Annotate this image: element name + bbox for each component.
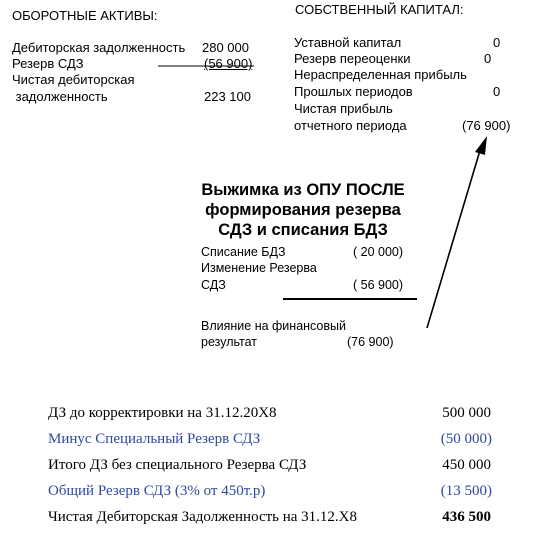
share-capital-label: Уставной капитал [294, 35, 402, 50]
summary-row-value: 450 000 [442, 457, 491, 473]
net-receivables-value: 223 100 [204, 89, 251, 104]
reserve-change-value: ( 56 900) [353, 278, 404, 292]
financial-result-label-2: результат [201, 335, 258, 349]
financial-result-value: (76 900) [347, 335, 394, 349]
summary-row-value: 500 000 [442, 405, 491, 421]
net-profit-label-1: Чистая прибыль [294, 101, 393, 116]
receivables-value: 280 000 [202, 40, 249, 55]
equity-title: СОБСТВЕННЫЙ КАПИТАЛ: [295, 2, 464, 17]
retained-earnings-label-2: Прошлых периодов [294, 84, 413, 99]
pnl-heading-line-3: СДЗ и списания БДЗ [218, 221, 388, 239]
summary-row-label: Чистая Дебиторская Задолженность на 31.12.Х8 [48, 509, 358, 525]
net-profit-label-2: отчетного периода [294, 118, 407, 133]
summary-row-label: ДЗ до корректировки на 31.12.20Х8 [48, 405, 277, 421]
summary-row-label: Итого ДЗ без специального Резерва СДЗ [48, 457, 307, 473]
retained-earnings-label-1: Нераспределенная прибыль [294, 67, 467, 82]
arrow-head-icon [475, 136, 487, 155]
summary-row-value: 436 500 [442, 509, 491, 525]
pnl-heading-line-1: Выжимка из ОПУ ПОСЛЕ [201, 181, 405, 199]
summary-row-value: (13 500) [440, 483, 492, 499]
result-to-profit-arrow-line [427, 147, 481, 328]
bad-debt-writeoff-label: Списание БДЗ [201, 245, 286, 259]
summary-row-value: (50 000) [440, 431, 492, 447]
net-receivables-label-1: Чистая дебиторская [12, 72, 135, 87]
financial-result-label-1: Влияние на финансовый [201, 319, 346, 333]
summary-row-label: Общий Резерв СДЗ (3% от 450т.р) [48, 483, 266, 499]
doubtful-reserve-value: (56 900) [204, 56, 253, 71]
receivables-label: Дебиторская задолженность [12, 40, 186, 55]
summary-row-label: Минус Специальный Резерв СДЗ [48, 431, 261, 447]
revaluation-reserve-value: 0 [484, 51, 492, 66]
net-receivables-label-2: задолженность [12, 89, 108, 104]
retained-earnings-value: 0 [493, 84, 501, 99]
revaluation-reserve-label: Резерв переоценки [294, 51, 411, 66]
reserve-change-label-1: Изменение Резерва [201, 261, 317, 275]
share-capital-value: 0 [493, 35, 501, 50]
net-profit-value: (76 900) [462, 118, 511, 133]
assets-title: ОБОРОТНЫЕ АКТИВЫ: [12, 8, 158, 23]
reserve-change-label-2: СДЗ [201, 278, 226, 292]
bad-debt-writeoff-value: ( 20 000) [353, 245, 404, 259]
doubtful-reserve-label: Резерв СДЗ [12, 56, 84, 71]
pnl-heading-line-2: формирования резерва [205, 201, 401, 219]
